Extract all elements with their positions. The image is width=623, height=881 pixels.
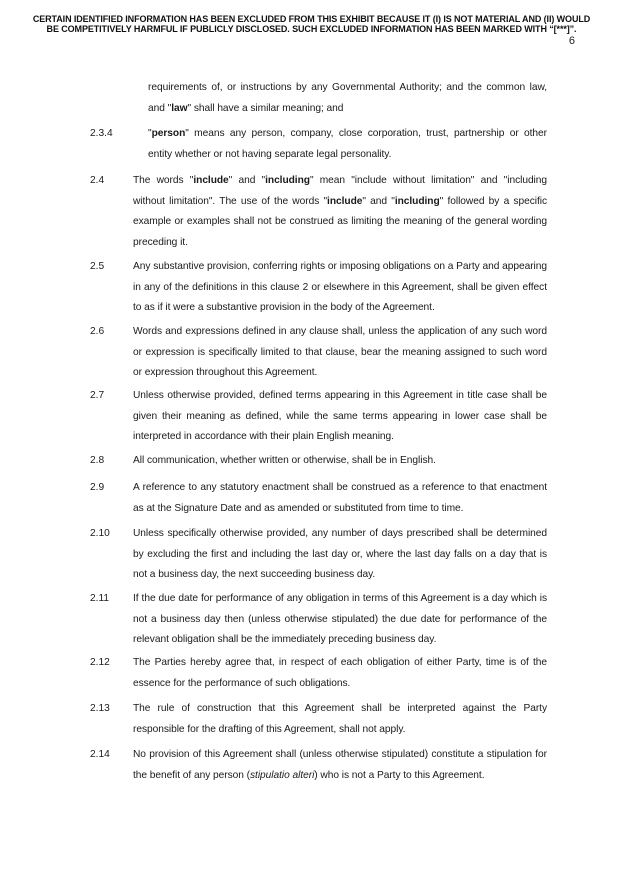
clause-text: The rule of construction that this Agreement shall be interpreted against the Party responsible for the drafting of this Agreement, shall not apply.	[133, 703, 547, 735]
defined-term-law: law	[171, 102, 188, 114]
clause-number: 2.14	[90, 749, 110, 760]
clause-text: All communication, whether written or otherwise, shall be in English.	[133, 455, 436, 466]
defined-term-include: include	[193, 175, 229, 186]
clause-text: Unless otherwise provided, defined terms appearing in this Agreement in title case shall be given their meaning as defined, while the same terms appearing in lower case shall be interpreted in accordance with their plain English meaning.	[133, 390, 547, 442]
clause-body: " means any person, company, close corporation, trust, partnership or other entity whether or not having separate legal personality.	[148, 128, 547, 160]
confidentiality-header	[20, 14, 603, 34]
clause-number: 2.4	[90, 175, 105, 186]
page-number: 6	[568, 35, 575, 47]
clause-number: 2.3.4	[90, 128, 113, 139]
clause-number: 2.11	[90, 593, 110, 604]
clause-segment: The words "	[133, 175, 194, 186]
clause-segment: " mean "include without limitation" and "including without limitation". The use of the words "	[133, 175, 548, 207]
clause-segment: " and "	[228, 175, 266, 186]
clause-number: 2.13	[90, 703, 110, 714]
clause-segment: " followed by a specific example or examples shall not be construed as limiting the meaning of the general wording preceding it.	[133, 195, 547, 248]
defined-term-person: person	[151, 128, 186, 139]
clause-text	[133, 745, 547, 786]
clause-continuation	[148, 78, 547, 119]
defined-term-include: include	[327, 195, 363, 207]
clause-number: 2.7	[90, 390, 105, 401]
continuation-text-end: " shall have a similar meaning; and	[187, 102, 344, 114]
clause-segment: ) who is not a Party to this Agreement.	[314, 769, 485, 781]
defined-term-including: including	[265, 175, 310, 186]
defined-term-including: including	[394, 195, 440, 207]
header-line-1: CERTAIN IDENTIFIED INFORMATION HAS BEEN EXCLUDED FROM THIS EXHIBIT BECAUSE IT (I) IS NOT MATERIAL AND (II) WOULD	[32, 14, 591, 24]
clause-text: Any substantive provision, conferring rights or imposing obligations on a Party and appearing in any of the definitions in this clause 2 or elsewhere in this Agreement, shall be given effect to as if it were a substantive provision in the body of the Agreement.	[133, 261, 547, 313]
clause-number: 2.9	[90, 482, 105, 493]
clause-number: 2.10	[90, 528, 110, 539]
quote: "	[148, 128, 152, 139]
clause-number: 2.12	[90, 657, 110, 668]
clause-number: 2.8	[90, 455, 105, 466]
clause-text	[133, 171, 547, 253]
header-line-2: BE COMPETITIVELY HARMFUL IF PUBLICLY DISCLOSED. SUCH EXCLUDED INFORMATION HAS BEEN MARKED WITH “[***]”.	[46, 24, 577, 34]
clause-text: If the due date for performance of any obligation in terms of this Agreement is a day which is not a business day then (unless otherwise stipulated) the due date for performance of the relevant obligation shall be the immediately preceding business day.	[133, 593, 547, 645]
clause-number: 2.5	[90, 261, 105, 272]
clause-text: Unless specifically otherwise provided, any number of days prescribed shall be determined by excluding the first and including the last day or, where the last day falls on a day that is not a business day, the next succeeding business day.	[133, 528, 547, 580]
clause-segment: " and "	[362, 195, 395, 207]
latin-term: stipulatio alteri	[250, 769, 315, 781]
continuation-text: requirements of, or instructions by any Governmental Authority; and the common law, and "	[148, 82, 547, 114]
clause-text: Words and expressions defined in any clause shall, unless the application of any such word or expression is specifically limited to that clause, bear the meaning assigned to such word or expression throughout this Agreement.	[133, 326, 547, 378]
clause-text	[148, 124, 547, 165]
clause-text: The Parties hereby agree that, in respect of each obligation of either Party, time is of the essence for the performance of such obligations.	[133, 657, 547, 689]
clause-number: 2.6	[90, 326, 105, 337]
clause-text: A reference to any statutory enactment shall be construed as a reference to that enactment as at the Signature Date and as amended or substituted from time to time.	[133, 482, 547, 514]
clause-segment: No provision of this Agreement shall (unless otherwise stipulated) constitute a stipulation for the benefit of any person (	[133, 749, 547, 781]
